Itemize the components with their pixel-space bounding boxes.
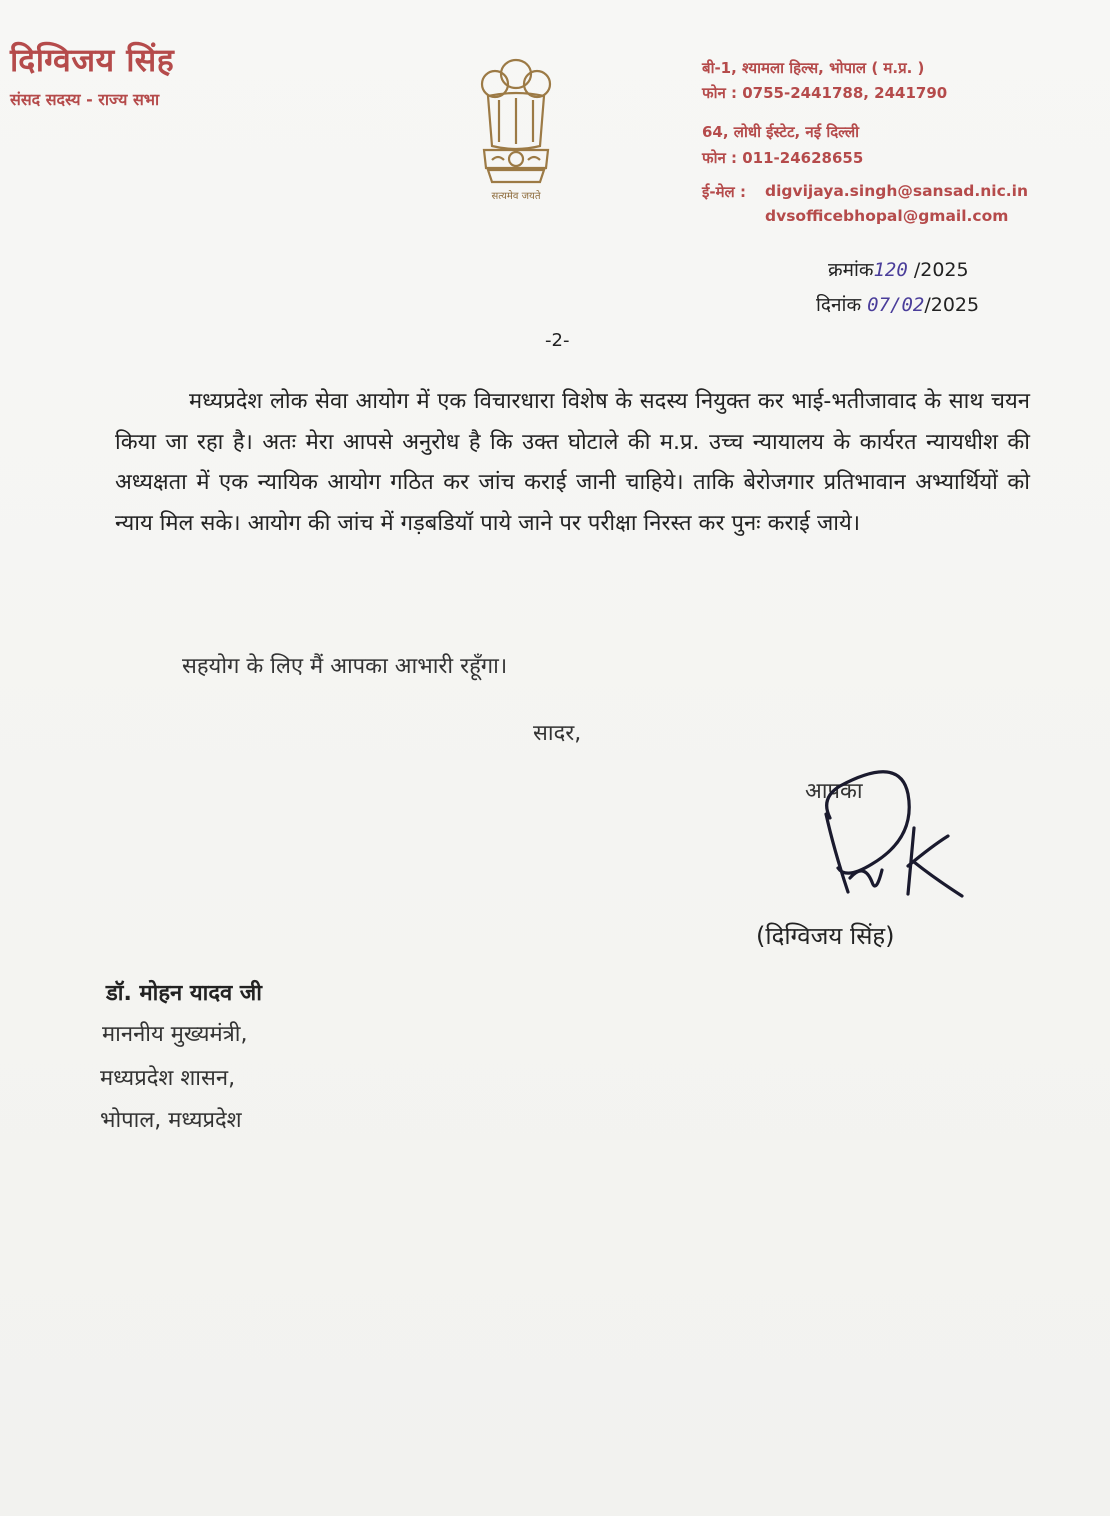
recipient-place: भोपाल, मध्यप्रदेश [100, 1108, 242, 1133]
reference-number-handwritten: 120 [873, 259, 908, 281]
email-secondary: dvsofficebhopal@gmail.com [765, 207, 1009, 225]
page-number: -2- [545, 330, 570, 351]
delhi-address: 64, लोधी ईस्टेट, नई दिल्ली [702, 123, 860, 141]
bhopal-address: बी-1, श्यामला हिल्स, भोपाल ( म.प्र. ) [702, 59, 925, 77]
closing-line: सहयोग के लिए मैं आपका आभारी रहूँगा। [182, 654, 508, 679]
sender-name: दिग्विजय सिंह [10, 41, 175, 79]
emblem-motto: सत्यमेव जयते [491, 191, 541, 202]
national-emblem-icon [466, 50, 566, 210]
reference-number [828, 256, 969, 282]
bhopal-phone: फोन : 0755-2441788, 2441790 [702, 84, 948, 102]
body-paragraph [115, 382, 1030, 544]
body-paragraph-text: मध्यप्रदेश लोक सेवा आयोग में एक विचारधारा विशेष के सदस्य नियुक्त कर भाई-भतीजावाद के साथ चयन किया जा रहा है। अतः मेरा आपसे अनुरोध है कि उक्त घोटाले की म.प्र. उच्च न्यायालय के कार्यरत न्यायधीश की अध्यक्षता में एक न्यायिक आयोग गठित कर जांच कराई जानी चाहिये। ताकि बेरोजगार प्रतिभावान अभ्यार्थियों को न्याय मिल सके। आयोग की जांच में गड़बडियॉ पाये जाने पर परीक्षा निरस्त कर पुनः कराई जाये। [115, 389, 1030, 536]
reference-date-handwritten: 07/02 [867, 294, 925, 316]
reference-date-label: दिनांक [816, 294, 862, 316]
recipient-office: मध्यप्रदेश शासन, [100, 1066, 236, 1091]
reference-date [816, 291, 979, 317]
reference-number-label: क्रमांक [828, 259, 874, 281]
reference-date-year: /2025 [924, 294, 980, 316]
reference-number-year: /2025 [913, 259, 969, 281]
yours-text: आपका [805, 779, 863, 804]
email-primary: digvijaya.singh@sansad.nic.in [765, 182, 1029, 200]
email-label: ई-मेल : [702, 183, 746, 201]
sender-designation: संसद सदस्य - राज्य सभा [10, 90, 160, 109]
recipient-title: माननीय मुख्यमंत्री, [102, 1022, 248, 1047]
recipient-name: डॉ. मोहन यादव जी [106, 981, 262, 1006]
regards-text: सादर, [533, 721, 582, 746]
delhi-phone: फोन : 011-24628655 [702, 149, 864, 167]
signatory-name: (दिग्विजय सिंह) [756, 922, 895, 950]
signature-icon [790, 758, 980, 918]
